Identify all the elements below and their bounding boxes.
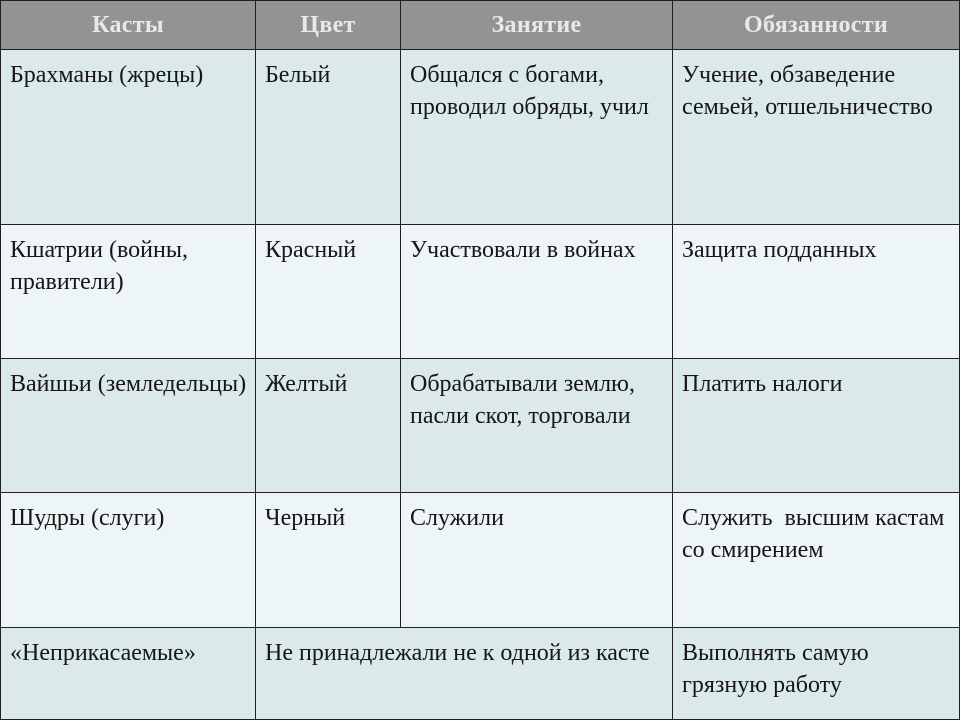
cell-occupation: Обрабатывали землю, пасли скот, торговали	[401, 359, 673, 493]
header-castes: Касты	[1, 1, 256, 50]
cell-duties: Выполнять самую грязную работу	[673, 628, 960, 720]
cell-caste: Шудры (слуги)	[1, 493, 256, 628]
table-row	[1, 225, 960, 359]
cell-caste: «Неприкасаемые»	[1, 628, 256, 720]
cell-color: Белый	[256, 50, 401, 225]
header-row	[1, 1, 960, 50]
cell-occupation: Общался с богами, проводил обряды, учил	[401, 50, 673, 225]
table-row	[1, 628, 960, 720]
cell-duties: Платить налоги	[673, 359, 960, 493]
table-row	[1, 493, 960, 628]
table-row	[1, 50, 960, 225]
cell-color: Желтый	[256, 359, 401, 493]
table-row	[1, 359, 960, 493]
cell-caste: Вайшьи (земледельцы)	[1, 359, 256, 493]
cell-merged-note: Не принадлежали не к одной из касте	[256, 628, 673, 720]
cell-color: Черный	[256, 493, 401, 628]
cell-duties: Учение, обзаведение семьей, отшельничество	[673, 50, 960, 225]
cell-occupation: Участвовали в войнах	[401, 225, 673, 359]
cell-occupation: Служили	[401, 493, 673, 628]
header-occupation: Занятие	[401, 1, 673, 50]
header-color: Цвет	[256, 1, 401, 50]
cell-color: Красный	[256, 225, 401, 359]
cell-duties: Защита подданных	[673, 225, 960, 359]
cell-duties: Служить высшим кастам со смирением	[673, 493, 960, 628]
cell-caste: Брахманы (жрецы)	[1, 50, 256, 225]
cell-caste: Кшатрии (войны, правители)	[1, 225, 256, 359]
header-duties: Обязанности	[673, 1, 960, 50]
